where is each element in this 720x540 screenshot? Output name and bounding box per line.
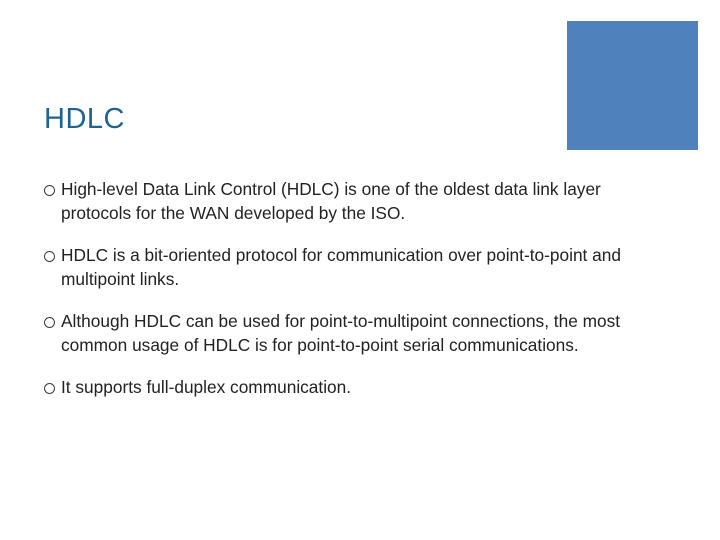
bullet-list	[44, 178, 674, 419]
bullet-item	[44, 244, 674, 291]
bullet-item	[44, 178, 674, 225]
bullet-item	[44, 376, 674, 400]
bullet-text: Although HDLC can be used for point-to-multipoint connections, the most common usage of HDLC is for point-to-point serial communications.	[61, 311, 621, 355]
hollow-circle-bullet-icon	[44, 317, 55, 328]
bullet-text: High-level Data Link Control (HDLC) is one of the oldest data link layer protocols for the WAN developed by the ISO.	[61, 179, 601, 223]
bullet-item	[44, 310, 674, 357]
slide-title: HDLC	[44, 103, 125, 135]
bullet-text: HDLC is a bit-oriented protocol for communication over point-to-point and multipoint links.	[61, 245, 621, 289]
hollow-circle-bullet-icon	[44, 185, 55, 196]
hollow-circle-bullet-icon	[44, 383, 55, 394]
hollow-circle-bullet-icon	[44, 251, 55, 262]
accent-block	[567, 21, 698, 150]
bullet-text: It supports full-duplex communication.	[61, 377, 352, 397]
